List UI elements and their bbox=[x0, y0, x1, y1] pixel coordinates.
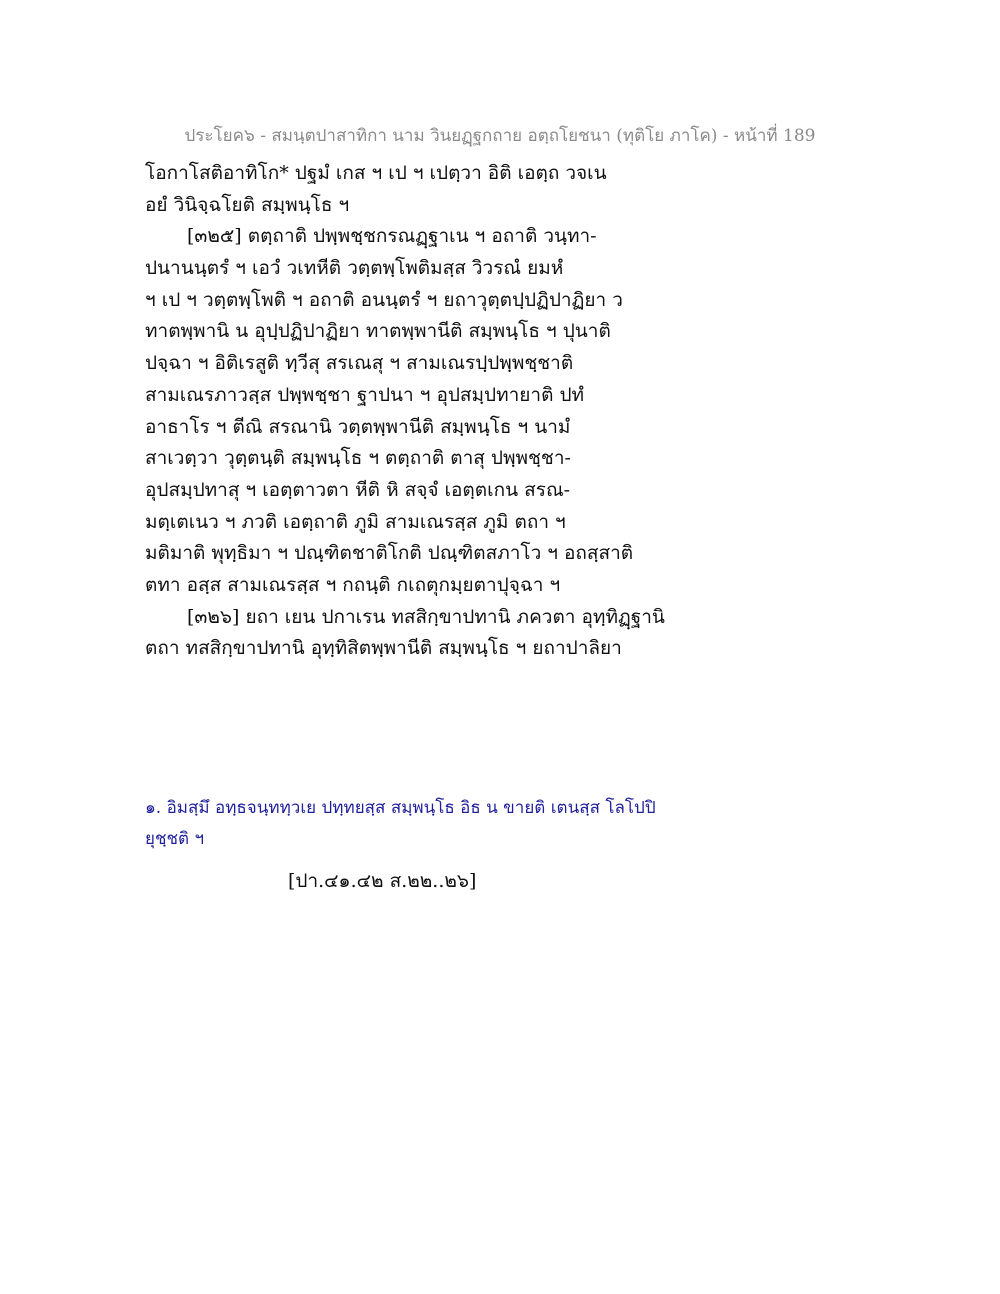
body-line: อุปสมฺปทาสุ ฯ เอตฺตาวตา หีติ หิ สจฺจํ เอตฺตเกน สรณ- bbox=[145, 478, 570, 501]
body-line: อยํ วินิจฺฉโยติ สมฺพนฺโธ ฯ bbox=[145, 193, 350, 216]
body-line: ปนานนฺตรํ ฯ เอวํ วเทหีติ วตฺตพฺโพติมสฺส วิวรณํ ยมหํ bbox=[145, 257, 564, 280]
body-line: อาธาโร ฯ ตีณิ สรณานิ วตฺตพฺพานีติ สมฺพนฺโธ ฯ นามํ bbox=[145, 415, 571, 438]
body-line: ทาตพฺพานิ น อุปฺปฏิปาฏิยา ทาตพฺพานีติ สมฺพนฺโธ ฯ ปุนาติ bbox=[145, 320, 611, 343]
paragraph-326-start: [๓๒๖] ยถา เยน ปกาเรน ทสสิกฺขาปทานิ ภควตา อุทฺทิฏฺฐานิ bbox=[187, 605, 665, 628]
body-line: ตทา อสฺส สามเณรสฺส ฯ กถนฺติ กเถตุกมฺยตาปุจฺฉา ฯ bbox=[145, 573, 561, 596]
body-line: โอกาโสติอาทิโก* ปฐมํ เกส ฯ เป ฯ เปตฺวา อิติ เอตฺถ วจเน bbox=[145, 162, 607, 184]
body-text bbox=[145, 158, 705, 665]
page-header: ประโยค๖ - สมนฺตปาสาทิกา นาม วินยฏฺฐกถาย อตฺถโยชนา (ทุติโย ภาโค) - หน้าที่ 189 bbox=[184, 126, 816, 146]
footnote bbox=[145, 793, 705, 855]
body-line: ฯ เป ฯ วตฺตพฺโพติ ฯ อถาติ อนนฺตรํ ฯ ยถาวุตฺตปฺปฏิปาฏิยา ว bbox=[145, 288, 623, 311]
body-line: มตฺเตเนว ฯ ภวติ เอตฺถาติ ภูมิ สามเณรสฺส ภูมิ ตถา ฯ bbox=[145, 510, 566, 533]
body-line: มติมาติ พุทฺธิมา ฯ ปณฺฑิตชาติโกติ ปณฺฑิตสภาโว ฯ อถสฺสาติ bbox=[145, 542, 634, 565]
body-line: ปจฺฉา ฯ อิติเรสูติ ทฺวีสุ สรเณสุ ฯ สามเณรปฺปพฺพชฺชาติ bbox=[145, 352, 574, 375]
body-line: สามเณรภาวสฺส ปพฺพชฺชา ฐาปนา ฯ อุปสมฺปทายาติ ปทํ bbox=[145, 383, 585, 406]
paragraph-325-start: [๓๒๕] ตตฺถาติ ปพฺพชฺชกรณฏฺฐาเน ฯ อถาติ วนฺทา- bbox=[187, 225, 597, 248]
body-line: สาเวตฺวา วุตฺตนฺติ สมฺพนฺโธ ฯ ตตฺถาติ ตาสุ ปพฺพชฺชา- bbox=[145, 447, 571, 470]
footnote-line: ยุชฺชติ ฯ bbox=[145, 829, 205, 849]
body-line: ตถา ทสสิกฺขาปทานิ อุทฺทิสิตพฺพานีติ สมฺพนฺโธ ฯ ยถาปาลิยา bbox=[145, 637, 622, 660]
page-reference: [ปา.๔๑.๔๒ ส.๒๒..๒๖] bbox=[288, 870, 477, 892]
footnote-line: ๑. อิมสฺมึ อทฺธจนฺททฺวเย ปทฺทยสฺส สมฺพนฺโธ อิธ น ขายติ เตนสฺส โลโปปิ bbox=[145, 798, 656, 818]
